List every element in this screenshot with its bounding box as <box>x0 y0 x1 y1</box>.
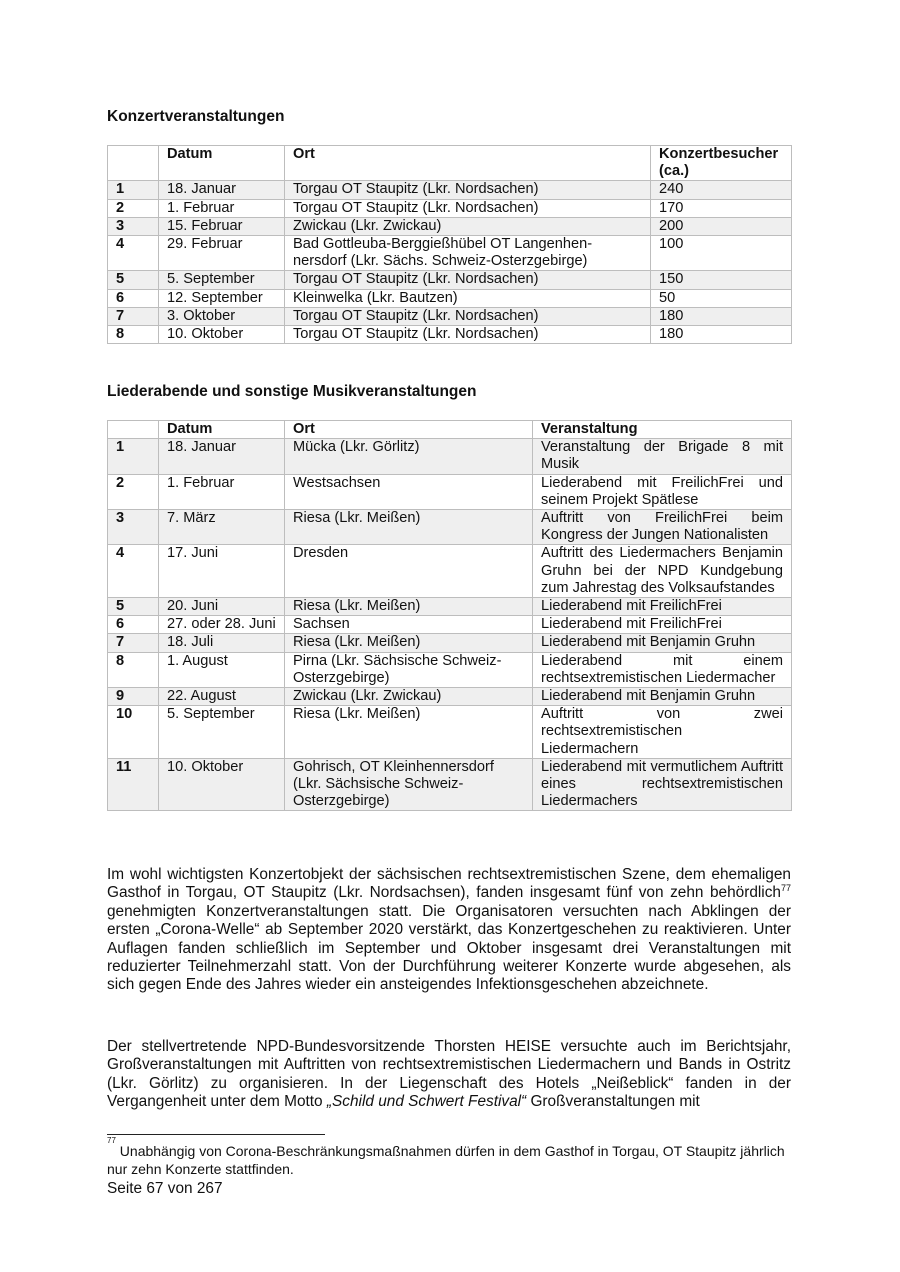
row-nr: 2 <box>108 199 159 217</box>
row-nr: 2 <box>108 474 159 509</box>
row-datum: 1. August <box>159 652 285 687</box>
row-datum: 5. September <box>159 271 285 289</box>
table-row <box>108 510 792 545</box>
row-ort: Riesa (Lkr. Meißen) <box>285 634 533 652</box>
table-row <box>108 439 792 474</box>
row-ort: Riesa (Lkr. Meißen) <box>285 598 533 616</box>
row-veranstaltung: Liederabend mit Benjamin Gruhn <box>533 634 792 652</box>
row-nr: 10 <box>108 706 159 759</box>
table-row <box>108 289 792 307</box>
table-header-row <box>108 146 792 181</box>
paragraph-text: Der stellvertretende NPD-Bundesvorsitzende Thorsten HEISE versuchte auch im Berichtsjahr, Großveranstaltungen mit Auftritten von rechtsextremistischen Liedermachern und Bands in Ostritz (Lkr. Görlitz) zu organisieren. In der Liegenschaft des Hotels „Neißeblick“ fanden in der Vergangenheit unter dem Motto <box>107 1038 791 1111</box>
table-row <box>108 598 792 616</box>
header-ort: Ort <box>285 146 651 181</box>
row-besucher: 200 <box>651 217 792 235</box>
row-besucher: 240 <box>651 181 792 199</box>
row-nr: 1 <box>108 181 159 199</box>
page-number: Seite 67 von 267 <box>107 1180 223 1197</box>
row-veranstaltung: Auftritt des Liedermachers Benjamin Gruhn bei der NPD Kundgebung zum Jahrestag des Volksaufstandes <box>533 545 792 598</box>
row-besucher: 150 <box>651 271 792 289</box>
row-datum: 20. Juni <box>159 598 285 616</box>
row-ort: Westsachsen <box>285 474 533 509</box>
row-datum: 7. März <box>159 510 285 545</box>
row-ort: Torgau OT Staupitz (Lkr. Nordsachen) <box>285 326 651 344</box>
row-ort: Torgau OT Staupitz (Lkr. Nordsachen) <box>285 181 651 199</box>
row-besucher: 180 <box>651 326 792 344</box>
row-ort: Torgau OT Staupitz (Lkr. Nordsachen) <box>285 271 651 289</box>
footnote-reference[interactable]: 77 <box>780 883 791 894</box>
table-row <box>108 236 792 271</box>
row-besucher: 180 <box>651 307 792 325</box>
header-ort: Ort <box>285 421 533 439</box>
body-paragraph-concert-venue <box>107 866 791 995</box>
row-datum: 17. Juni <box>159 545 285 598</box>
row-ort: Sachsen <box>285 616 533 634</box>
row-ort: Bad Gottleuba-Berggießhübel OT Langenhen-nersdorf (Lkr. Sächs. Schweiz-Osterzgebirge) <box>285 236 651 271</box>
row-ort: Riesa (Lkr. Meißen) <box>285 510 533 545</box>
footnote-text: Unabhängig von Corona-Beschränkungsmaßnahmen dürfen in dem Gasthof in Torgau, OT Staupitz jährlich nur zehn Konzerte stattfinden. <box>107 1143 785 1177</box>
row-nr: 8 <box>108 652 159 687</box>
row-nr: 4 <box>108 236 159 271</box>
table-row <box>108 688 792 706</box>
row-nr: 4 <box>108 545 159 598</box>
row-veranstaltung: Auftritt von zwei rechtsextremistischen Liedermachern <box>533 706 792 759</box>
table-row <box>108 758 792 811</box>
table-row <box>108 217 792 235</box>
row-datum: 18. Januar <box>159 181 285 199</box>
row-ort: Riesa (Lkr. Meißen) <box>285 706 533 759</box>
row-nr: 11 <box>108 758 159 811</box>
row-datum: 18. Juli <box>159 634 285 652</box>
table-row <box>108 474 792 509</box>
table-row <box>108 199 792 217</box>
row-nr: 6 <box>108 289 159 307</box>
concerts-table <box>107 145 792 344</box>
row-nr: 5 <box>108 598 159 616</box>
row-datum: 10. Oktober <box>159 758 285 811</box>
row-ort: Pirna (Lkr. Sächsische Schweiz-Osterzgebirge) <box>285 652 533 687</box>
paragraph-text: genehmigten Konzertveranstaltungen statt. Die Organisatoren versuchten nach Abklingen der ersten „Corona-Welle“ ab September 2020 verstärkt, das Konzertgeschehen zu reaktivieren. Unter Auflagen fanden schließlich im September und Oktober insgesamt drei Veranstaltungen mit reduzierter Teilnehmerzahl statt. Von der Durchführung weiterer Konzerte wurde abgesehen, als sich gegen Ende des Jahres wieder ein ansteigendes Infektionsgeschehen abzeichnete. <box>107 902 791 994</box>
row-datum: 5. September <box>159 706 285 759</box>
row-veranstaltung: Liederabend mit FreilichFrei <box>533 598 792 616</box>
row-veranstaltung: Liederabend mit FreilichFrei <box>533 616 792 634</box>
row-veranstaltung: Liederabend mit vermutlichem Auftritt eines rechtsextremistischen Liedermachers <box>533 758 792 811</box>
row-veranstaltung: Liederabend mit FreilichFrei und seinem Projekt Spätlese <box>533 474 792 509</box>
row-nr: 1 <box>108 439 159 474</box>
section-title-concerts: Konzertveranstaltungen <box>107 108 285 125</box>
row-datum: 18. Januar <box>159 439 285 474</box>
row-ort: Dresden <box>285 545 533 598</box>
row-datum: 29. Februar <box>159 236 285 271</box>
row-veranstaltung: Liederabend mit Benjamin Gruhn <box>533 688 792 706</box>
table-row <box>108 181 792 199</box>
paragraph-text: Im wohl wichtigsten Konzertobjekt der sächsischen rechtsextremistischen Szene, dem ehemaligen Gasthof in Torgau, OT Staupitz (Lkr. Nordsachsen), fanden insgesamt fünf von zehn behördlich <box>107 866 791 902</box>
row-datum: 1. Februar <box>159 199 285 217</box>
row-besucher: 100 <box>651 236 792 271</box>
row-ort: Torgau OT Staupitz (Lkr. Nordsachen) <box>285 307 651 325</box>
row-ort: Zwickau (Lkr. Zwickau) <box>285 688 533 706</box>
row-nr: 8 <box>108 326 159 344</box>
table-row <box>108 706 792 759</box>
row-veranstaltung: Veranstaltung der Brigade 8 mit Musik <box>533 439 792 474</box>
row-datum: 12. September <box>159 289 285 307</box>
row-datum: 3. Oktober <box>159 307 285 325</box>
row-ort: Zwickau (Lkr. Zwickau) <box>285 217 651 235</box>
table-row <box>108 326 792 344</box>
row-datum: 22. August <box>159 688 285 706</box>
table-row <box>108 307 792 325</box>
header-nr <box>108 421 159 439</box>
header-datum: Datum <box>159 421 285 439</box>
table-row <box>108 271 792 289</box>
row-veranstaltung: Liederabend mit einem rechtsextremistischen Liedermacher <box>533 652 792 687</box>
footnote-number: 77 <box>107 1136 116 1145</box>
row-nr: 3 <box>108 510 159 545</box>
header-veranstaltung: Veranstaltung <box>533 421 792 439</box>
row-besucher: 50 <box>651 289 792 307</box>
row-datum: 15. Februar <box>159 217 285 235</box>
row-ort: Gohrisch, OT Kleinhennersdorf (Lkr. Sächsische Schweiz-Osterzgebirge) <box>285 758 533 811</box>
footnote-separator <box>107 1134 325 1135</box>
festival-motto: „Schild und Schwert Festival“ <box>326 1093 527 1111</box>
table-header-row <box>108 421 792 439</box>
row-datum: 10. Oktober <box>159 326 285 344</box>
row-nr: 7 <box>108 307 159 325</box>
table-row <box>108 545 792 598</box>
row-nr: 6 <box>108 616 159 634</box>
row-nr: 9 <box>108 688 159 706</box>
row-ort: Kleinwelka (Lkr. Bautzen) <box>285 289 651 307</box>
row-veranstaltung: Auftritt von FreilichFrei beim Kongress der Jungen Nationalisten <box>533 510 792 545</box>
row-ort: Torgau OT Staupitz (Lkr. Nordsachen) <box>285 199 651 217</box>
header-datum: Datum <box>159 146 285 181</box>
row-datum: 27. oder 28. Juni <box>159 616 285 634</box>
row-ort: Mücka (Lkr. Görlitz) <box>285 439 533 474</box>
paragraph-text: Großveranstaltungen mit <box>526 1093 700 1111</box>
section-title-music-events: Liederabende und sonstige Musikveranstaltungen <box>107 383 477 400</box>
header-nr <box>108 146 159 181</box>
row-nr: 5 <box>108 271 159 289</box>
table-row <box>108 616 792 634</box>
table-row <box>108 652 792 687</box>
row-nr: 3 <box>108 217 159 235</box>
table-row <box>108 634 792 652</box>
music-events-table <box>107 420 792 811</box>
body-paragraph-heise <box>107 1038 791 1112</box>
row-datum: 1. Februar <box>159 474 285 509</box>
footnote <box>107 1136 791 1178</box>
row-besucher: 170 <box>651 199 792 217</box>
header-besucher: Konzertbesucher (ca.) <box>651 146 792 181</box>
row-nr: 7 <box>108 634 159 652</box>
